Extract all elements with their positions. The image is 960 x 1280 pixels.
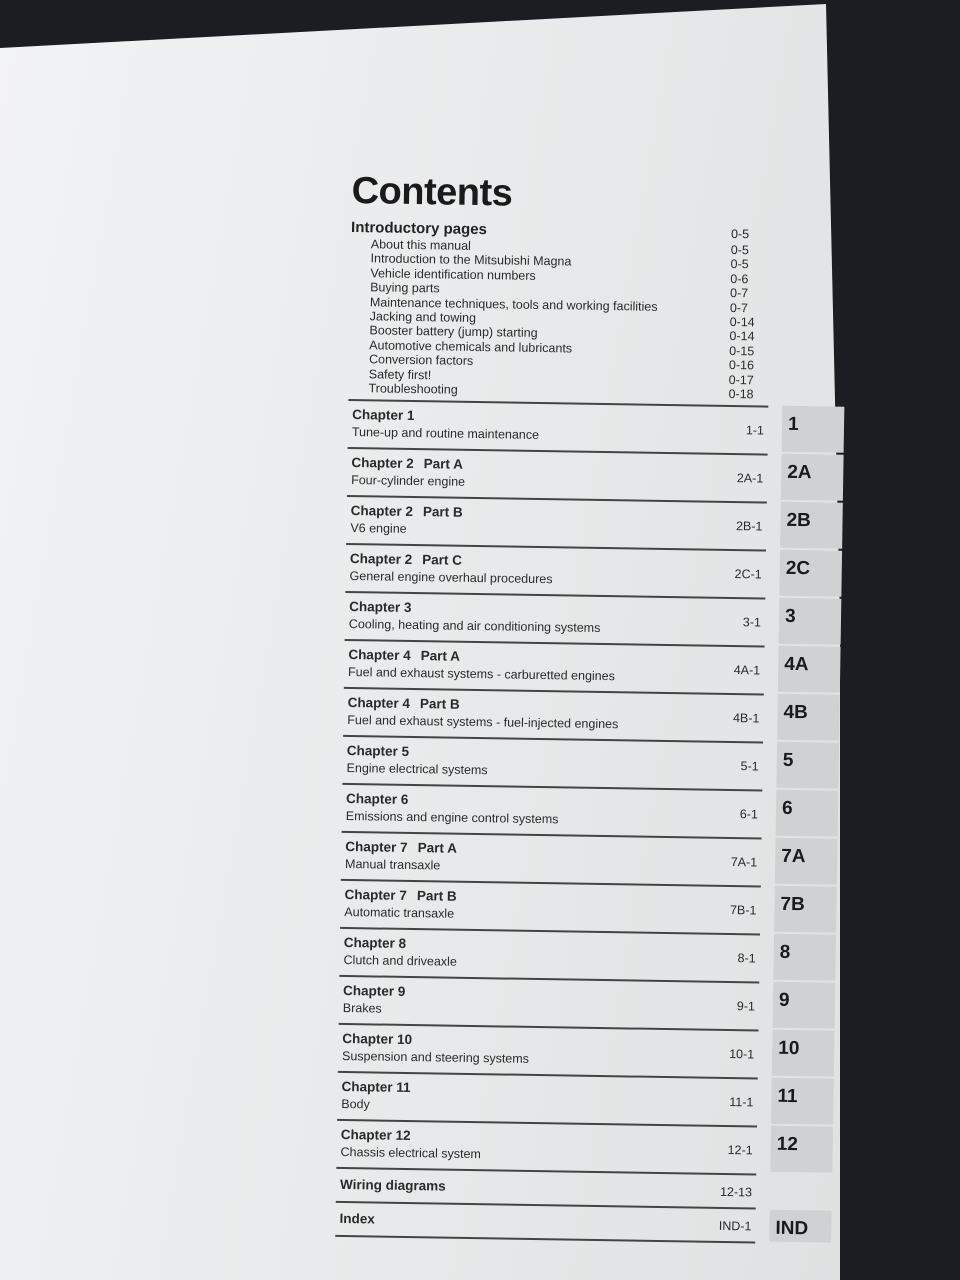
chapter-number: Chapter 1: [352, 407, 415, 424]
chapter-page: 7A-1: [730, 855, 758, 870]
intro-item-page: 0-7: [730, 286, 749, 301]
chapter-tab-label: 6: [781, 798, 793, 820]
chapter-row[interactable]: [345, 595, 796, 648]
chapter-subtitle: General engine overhaul procedures: [349, 569, 553, 587]
index-tab[interactable]: [769, 1210, 831, 1243]
intro-item-page: 0-16: [728, 358, 755, 373]
chapter-title: [341, 1079, 410, 1095]
chapter-row[interactable]: [342, 787, 793, 840]
chapter-page: 1-1: [745, 423, 765, 438]
chapter-part: Part B: [422, 504, 463, 521]
intro-heading-page: 0-5: [730, 226, 750, 242]
chapter-row[interactable]: [336, 1123, 799, 1176]
intro-item-page: 0-5: [730, 242, 749, 258]
chapter-number: Chapter 9: [342, 983, 406, 1000]
intro-item-page: 0-14: [729, 314, 755, 330]
chapter-title: [344, 935, 407, 951]
chapter-row[interactable]: [340, 883, 805, 936]
chapter-page: 9-1: [736, 999, 756, 1014]
chapter-tab-label: 7A: [781, 846, 806, 868]
chapter-tab-label: 2C: [785, 558, 811, 580]
chapter-row[interactable]: [338, 1027, 800, 1080]
intro-item-page: 0-17: [728, 372, 754, 387]
chapter-tab[interactable]: [780, 502, 843, 549]
chapter-part: Part A: [420, 648, 461, 665]
chapter-list: [336, 403, 812, 1176]
intro-item-label: Conversion factors: [368, 352, 474, 369]
wiring-diagrams-row[interactable]: [336, 1171, 756, 1210]
wiring-diagrams-label: Wiring diagrams: [339, 1177, 446, 1194]
chapter-row[interactable]: [337, 1075, 798, 1128]
chapter-number: Chapter 8: [343, 935, 407, 952]
intro-item-label: Troubleshooting: [368, 381, 458, 397]
chapter-title: [348, 647, 460, 664]
chapter-row[interactable]: [341, 835, 806, 888]
chapter-title: [347, 743, 410, 759]
chapter-row[interactable]: [342, 739, 794, 792]
chapter-subtitle: Manual transaxle: [344, 857, 441, 873]
chapter-tab[interactable]: [782, 406, 845, 453]
chapter-page: 8-1: [737, 951, 756, 966]
chapter-tab-label: 11: [777, 1086, 798, 1108]
chapter-tab-label: 1: [787, 414, 799, 436]
chapter-row[interactable]: [348, 403, 799, 456]
page-title: Contents: [351, 170, 513, 215]
chapter-title: [350, 551, 462, 568]
chapter-subtitle: Fuel and exhaust systems - carburetted engines: [347, 665, 615, 684]
intro-item-label: Maintenance techniques, tools and working facilities: [369, 294, 658, 314]
chapter-subtitle: Body: [341, 1097, 370, 1112]
chapter-subtitle: Brakes: [342, 1001, 382, 1016]
chapter-tab[interactable]: [781, 454, 844, 501]
chapter-title: [343, 983, 406, 999]
chapter-title: [345, 839, 457, 856]
chapter-tab-label: 2B: [786, 510, 812, 532]
chapter-subtitle: Fuel and exhaust systems - fuel-injected engines: [347, 713, 619, 732]
chapter-tab[interactable]: [770, 1126, 833, 1173]
chapter-tab-label: 8: [779, 942, 791, 964]
chapter-row[interactable]: [339, 979, 790, 1032]
chapter-subtitle: Engine electrical systems: [346, 761, 488, 778]
chapter-number: Chapter 12: [340, 1127, 411, 1144]
chapter-number: Chapter 4: [347, 695, 411, 712]
chapter-tab[interactable]: [774, 886, 837, 933]
intro-item-label: Booster battery (jump) starting: [369, 323, 538, 341]
chapter-page: 4B-1: [732, 711, 760, 726]
chapter-subtitle: Cooling, heating and air conditioning systems: [348, 617, 601, 636]
chapter-tab-label: 10: [778, 1038, 800, 1060]
chapter-number: Chapter 3: [349, 599, 412, 616]
intro-item-label: Jacking and towing: [369, 309, 477, 325]
chapter-tab[interactable]: [776, 790, 839, 837]
chapter-tab[interactable]: [773, 982, 836, 1029]
index-page: IND-1: [718, 1219, 752, 1234]
chapter-row[interactable]: [344, 643, 809, 696]
intro-item-page: 0-14: [729, 329, 755, 344]
chapter-number: Chapter 6: [346, 791, 409, 808]
index-row[interactable]: [335, 1205, 809, 1244]
chapter-row[interactable]: [346, 499, 812, 552]
intro-item-label: Buying parts: [370, 280, 440, 296]
intro-item-page: 0-6: [730, 271, 749, 287]
chapter-title: [344, 887, 456, 904]
chapter-number: Chapter 2: [351, 455, 414, 472]
chapter-number: Chapter 10: [342, 1031, 413, 1048]
intro-item-label: Vehicle identification numbers: [370, 266, 536, 283]
chapter-tab-label: 9: [778, 990, 790, 1012]
chapter-title: [349, 599, 412, 615]
chapter-number: Chapter 2: [349, 551, 413, 568]
chapter-part: Part B: [416, 888, 457, 905]
chapter-row[interactable]: [343, 691, 808, 744]
chapter-tab[interactable]: [775, 838, 838, 885]
chapter-row[interactable]: [345, 547, 811, 600]
chapter-row[interactable]: [339, 931, 791, 984]
intro-item-page: 0-18: [728, 386, 754, 402]
chapter-title: [348, 695, 460, 712]
chapter-part: Part C: [422, 552, 463, 569]
chapter-title: [351, 455, 463, 472]
chapter-number: Chapter 5: [346, 743, 410, 760]
intro-item-label: About this manual: [370, 237, 471, 253]
chapter-tab[interactable]: [778, 646, 841, 693]
chapter-part: Part A: [423, 456, 464, 473]
chapter-subtitle: Tune-up and routine maintenance: [351, 425, 540, 443]
chapter-page: 4A-1: [733, 663, 761, 678]
chapter-subtitle: Emissions and engine control systems: [345, 809, 559, 827]
chapter-tab-label: 4A: [784, 654, 809, 676]
chapter-tab[interactable]: [779, 550, 842, 597]
intro-item-page: 0-5: [730, 257, 749, 272]
chapter-page: 7B-1: [729, 903, 757, 918]
chapter-page: 2B-1: [735, 519, 763, 534]
index-tab-label: IND: [775, 1218, 809, 1240]
chapter-tab-label: 5: [782, 750, 794, 772]
chapter-row[interactable]: [347, 451, 812, 504]
chapter-tab-label: 4B: [783, 702, 808, 724]
chapter-page: 2A-1: [736, 471, 764, 486]
intro-item-label: Introduction to the Mitsubishi Magna: [370, 251, 572, 269]
chapter-part: Part B: [419, 696, 460, 713]
chapter-tab[interactable]: [773, 934, 836, 981]
intro-item-label: Safety first!: [368, 366, 432, 382]
chapter-tab-label: 7B: [780, 894, 805, 916]
contents-block: [335, 170, 812, 1244]
chapter-page: 11-1: [729, 1095, 754, 1110]
chapter-tab[interactable]: [771, 1078, 834, 1125]
chapter-number: Chapter 2: [350, 503, 414, 520]
chapter-title: [351, 503, 463, 520]
chapter-subtitle: V6 engine: [350, 521, 407, 537]
chapter-title: [342, 1031, 412, 1047]
chapter-subtitle: Chassis electrical system: [340, 1145, 481, 1162]
intro-list: [348, 237, 770, 402]
chapter-tab[interactable]: [776, 742, 839, 789]
chapter-subtitle: Four-cylinder engine: [351, 473, 466, 490]
chapter-number: Chapter 4: [348, 647, 411, 664]
chapter-number: Chapter 7: [345, 839, 408, 856]
chapter-number: Chapter 11: [341, 1079, 411, 1096]
chapter-page: 2C-1: [734, 567, 762, 582]
chapter-subtitle: Automatic transaxle: [344, 905, 455, 921]
chapter-number: Chapter 7: [344, 887, 408, 904]
chapter-page: 6-1: [739, 807, 759, 822]
chapter-tab[interactable]: [772, 1030, 835, 1077]
intro-item-page: 0-15: [729, 343, 755, 359]
intro-heading: Introductory pages: [350, 218, 488, 239]
wiring-diagrams-page: 12-13: [719, 1185, 753, 1200]
chapter-tab[interactable]: [777, 694, 840, 741]
chapter-tab-label: 2A: [787, 462, 812, 484]
intro-item-label: Automotive chemicals and lubricants: [369, 338, 573, 356]
chapter-subtitle: Clutch and driveaxle: [343, 953, 457, 970]
chapter-page: 10-1: [729, 1047, 755, 1062]
chapter-title: [346, 791, 409, 807]
chapter-page: 5-1: [740, 759, 759, 774]
chapter-tab-label: 3: [784, 606, 796, 628]
chapter-title: [341, 1127, 411, 1143]
chapter-subtitle: Suspension and steering systems: [341, 1049, 530, 1067]
chapter-title: [352, 407, 415, 423]
chapter-page: 12-1: [727, 1143, 753, 1158]
chapter-page: 3-1: [742, 615, 762, 630]
chapter-tab[interactable]: [779, 598, 842, 645]
intro-item-page: 0-7: [729, 300, 749, 315]
index-label: Index: [339, 1211, 375, 1227]
chapter-tab-label: 12: [776, 1134, 799, 1156]
chapter-part: Part A: [417, 840, 458, 857]
